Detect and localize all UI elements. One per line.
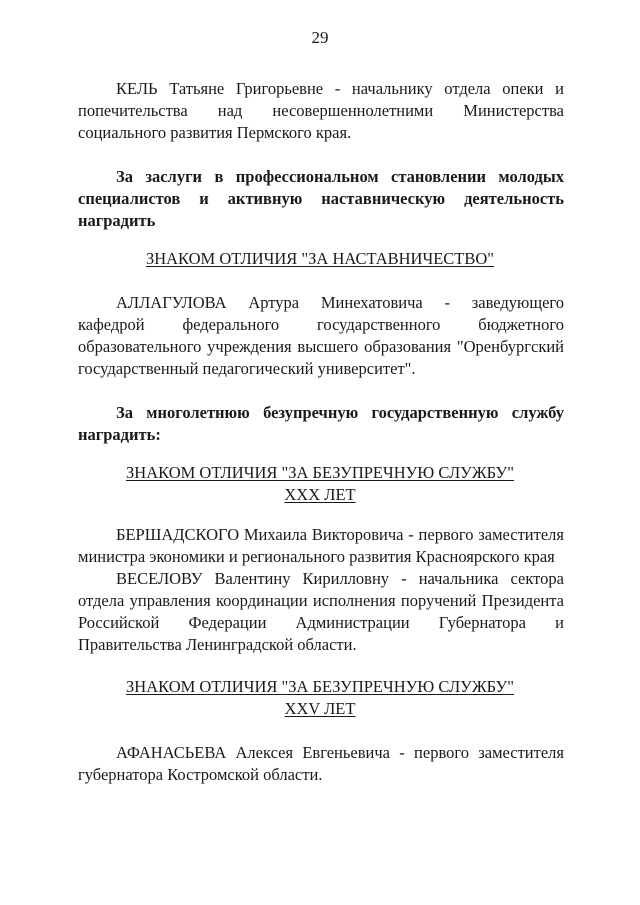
section-intro [78, 402, 564, 446]
award-years: XXV ЛЕТ [284, 699, 356, 718]
award-title: ЗНАКОМ ОТЛИЧИЯ "ЗА НАСТАВНИЧЕСТВО" [145, 249, 495, 268]
award-entry-text: АЛЛАГУЛОВА Артура Минехатовича - заведующего кафедрой федерального государственного бюджетного образовательного учреждения высшего образования "Оренбургский государственный педагогический университет". [78, 293, 564, 378]
section-intro-text: За заслуги в профессиональном становлении молодых специалистов и активную наставническую деятельность наградить [78, 167, 564, 230]
award-entry [78, 78, 564, 144]
award-title: ЗНАКОМ ОТЛИЧИЯ "ЗА БЕЗУПРЕЧНУЮ СЛУЖБУ" [126, 677, 514, 696]
award-heading [0, 462, 640, 506]
award-entry-text: АФАНАСЬЕВА Алексея Евгеньевича - первого заместителя губернатора Костромской области. [78, 743, 564, 784]
award-entry-text: ВЕСЕЛОВУ Валентину Кирилловну - начальника сектора отдела управления координации исполнения поручений Президента Российской Федерации Администрации Губернатора и Правительства Ленинградской области. [78, 569, 564, 654]
award-heading [0, 248, 640, 270]
award-years: XXX ЛЕТ [284, 485, 356, 504]
award-entries [78, 524, 564, 656]
award-title: ЗНАКОМ ОТЛИЧИЯ "ЗА БЕЗУПРЕЧНУЮ СЛУЖБУ" [126, 463, 514, 482]
award-entry-text: БЕРШАДСКОГО Михаила Викторовича - первого заместителя министра экономики и регионального развития Красноярского края [78, 525, 564, 566]
section-intro [78, 166, 564, 232]
award-entry-text: КЕЛЬ Татьяне Григорьевне - начальнику отдела опеки и попечительства над несовершеннолетними Министерства социального развития Пермского края. [78, 79, 564, 142]
section-intro-text: За многолетнюю безупречную государственную службу наградить: [78, 403, 564, 444]
award-entry [78, 292, 564, 380]
page-number: 29 [311, 28, 329, 47]
award-heading [0, 676, 640, 720]
award-entry [78, 742, 564, 786]
